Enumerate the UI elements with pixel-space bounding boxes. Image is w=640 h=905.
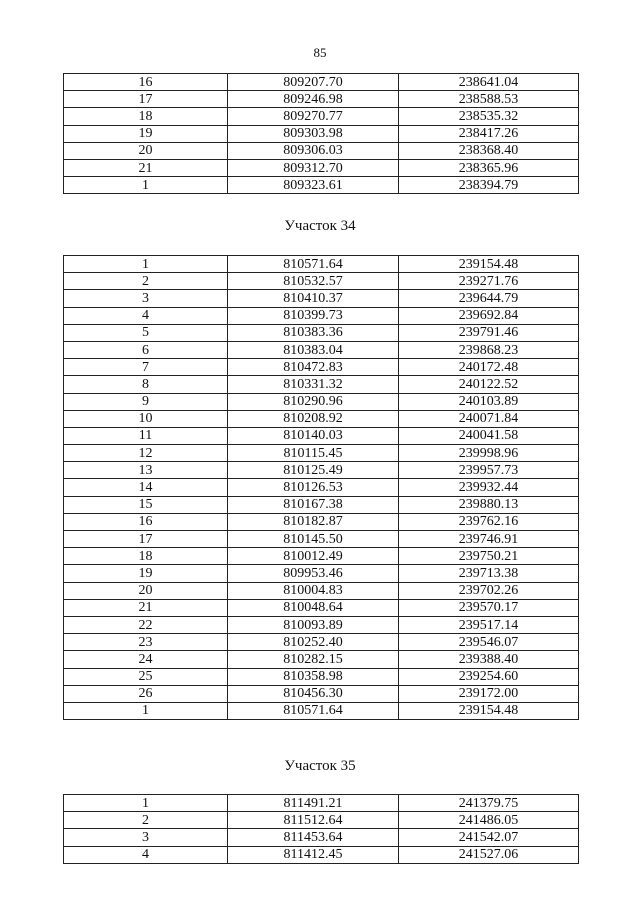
point-number-cell: 3 [64, 290, 228, 307]
point-number-cell: 1 [64, 702, 228, 719]
y-coordinate-cell: 239932.44 [399, 479, 579, 496]
x-coordinate-cell: 809323.61 [228, 177, 399, 194]
table-row [64, 74, 579, 91]
table-row [64, 393, 579, 410]
x-coordinate-cell: 810012.49 [228, 548, 399, 565]
point-number-cell: 21 [64, 599, 228, 616]
point-number-cell: 19 [64, 565, 228, 582]
table-row [64, 599, 579, 616]
table-row [64, 513, 579, 530]
x-coordinate-cell: 810358.98 [228, 668, 399, 685]
table-row [64, 324, 579, 341]
y-coordinate-cell: 239154.48 [399, 702, 579, 719]
y-coordinate-cell: 240041.58 [399, 427, 579, 444]
y-coordinate-cell: 241486.05 [399, 812, 579, 829]
point-number-cell: 25 [64, 668, 228, 685]
table-row [64, 125, 579, 142]
point-number-cell: 10 [64, 410, 228, 427]
section-title-plot-34: Участок 34 [284, 218, 356, 234]
x-coordinate-cell: 809953.46 [228, 565, 399, 582]
table-row [64, 634, 579, 651]
x-coordinate-cell: 810125.49 [228, 462, 399, 479]
coordinates-table-plot-34 [63, 255, 579, 720]
coordinates-table-continued [63, 73, 579, 194]
point-number-cell: 23 [64, 634, 228, 651]
x-coordinate-cell: 810115.45 [228, 445, 399, 462]
point-number-cell: 8 [64, 376, 228, 393]
y-coordinate-cell: 239517.14 [399, 616, 579, 633]
y-coordinate-cell: 239762.16 [399, 513, 579, 530]
table-row [64, 142, 579, 159]
x-coordinate-cell: 810571.64 [228, 256, 399, 273]
point-number-cell: 3 [64, 829, 228, 846]
y-coordinate-cell: 239880.13 [399, 496, 579, 513]
y-coordinate-cell: 238394.79 [399, 177, 579, 194]
x-coordinate-cell: 810282.15 [228, 651, 399, 668]
table-row [64, 462, 579, 479]
table-row [64, 427, 579, 444]
x-coordinate-cell: 810472.83 [228, 359, 399, 376]
y-coordinate-cell: 241527.06 [399, 846, 579, 863]
point-number-cell: 18 [64, 108, 228, 125]
y-coordinate-cell: 239713.38 [399, 565, 579, 582]
section-title-plot-35: Участок 35 [284, 758, 356, 774]
table-row [64, 702, 579, 719]
point-number-cell: 11 [64, 427, 228, 444]
x-coordinate-cell: 810126.53 [228, 479, 399, 496]
x-coordinate-cell: 809306.03 [228, 142, 399, 159]
x-coordinate-cell: 810004.83 [228, 582, 399, 599]
x-coordinate-cell: 809303.98 [228, 125, 399, 142]
point-number-cell: 20 [64, 142, 228, 159]
y-coordinate-cell: 238588.53 [399, 91, 579, 108]
point-number-cell: 22 [64, 616, 228, 633]
point-number-cell: 1 [64, 256, 228, 273]
y-coordinate-cell: 239746.91 [399, 531, 579, 548]
y-coordinate-cell: 240103.89 [399, 393, 579, 410]
point-number-cell: 16 [64, 513, 228, 530]
table-row [64, 829, 579, 846]
table-row [64, 616, 579, 633]
x-coordinate-cell: 809246.98 [228, 91, 399, 108]
table-row [64, 91, 579, 108]
coordinates-table-plot-35 [63, 794, 579, 864]
x-coordinate-cell: 809207.70 [228, 74, 399, 91]
x-coordinate-cell: 810410.37 [228, 290, 399, 307]
point-number-cell: 15 [64, 496, 228, 513]
x-coordinate-cell: 810290.96 [228, 393, 399, 410]
point-number-cell: 20 [64, 582, 228, 599]
x-coordinate-cell: 810383.04 [228, 341, 399, 358]
table-row [64, 177, 579, 194]
y-coordinate-cell: 239254.60 [399, 668, 579, 685]
x-coordinate-cell: 810048.64 [228, 599, 399, 616]
point-number-cell: 2 [64, 273, 228, 290]
point-number-cell: 1 [64, 177, 228, 194]
y-coordinate-cell: 238368.40 [399, 142, 579, 159]
table-row [64, 290, 579, 307]
x-coordinate-cell: 809312.70 [228, 159, 399, 176]
point-number-cell: 13 [64, 462, 228, 479]
table-row [64, 548, 579, 565]
table-row [64, 273, 579, 290]
y-coordinate-cell: 239570.17 [399, 599, 579, 616]
x-coordinate-cell: 810331.32 [228, 376, 399, 393]
table-row [64, 108, 579, 125]
table-row [64, 565, 579, 582]
x-coordinate-cell: 811453.64 [228, 829, 399, 846]
point-number-cell: 14 [64, 479, 228, 496]
point-number-cell: 17 [64, 91, 228, 108]
y-coordinate-cell: 240122.52 [399, 376, 579, 393]
table-row [64, 376, 579, 393]
x-coordinate-cell: 810399.73 [228, 307, 399, 324]
x-coordinate-cell: 810182.87 [228, 513, 399, 530]
y-coordinate-cell: 240071.84 [399, 410, 579, 427]
y-coordinate-cell: 239388.40 [399, 651, 579, 668]
x-coordinate-cell: 810093.89 [228, 616, 399, 633]
point-number-cell: 18 [64, 548, 228, 565]
x-coordinate-cell: 810532.57 [228, 273, 399, 290]
table-row [64, 359, 579, 376]
table-row [64, 410, 579, 427]
table-row [64, 795, 579, 812]
y-coordinate-cell: 239546.07 [399, 634, 579, 651]
x-coordinate-cell: 809270.77 [228, 108, 399, 125]
point-number-cell: 26 [64, 685, 228, 702]
x-coordinate-cell: 810252.40 [228, 634, 399, 651]
x-coordinate-cell: 810383.36 [228, 324, 399, 341]
point-number-cell: 1 [64, 795, 228, 812]
table-row [64, 159, 579, 176]
y-coordinate-cell: 240172.48 [399, 359, 579, 376]
table-row [64, 685, 579, 702]
table-row [64, 341, 579, 358]
table-row [64, 496, 579, 513]
table-row [64, 307, 579, 324]
table-row [64, 812, 579, 829]
point-number-cell: 21 [64, 159, 228, 176]
x-coordinate-cell: 810208.92 [228, 410, 399, 427]
point-number-cell: 17 [64, 531, 228, 548]
y-coordinate-cell: 241379.75 [399, 795, 579, 812]
table-row [64, 582, 579, 599]
y-coordinate-cell: 239998.96 [399, 445, 579, 462]
table-row [64, 668, 579, 685]
page-number: 85 [313, 45, 327, 60]
y-coordinate-cell: 238417.26 [399, 125, 579, 142]
point-number-cell: 19 [64, 125, 228, 142]
table-row [64, 531, 579, 548]
point-number-cell: 5 [64, 324, 228, 341]
x-coordinate-cell: 810145.50 [228, 531, 399, 548]
table-row [64, 479, 579, 496]
point-number-cell: 7 [64, 359, 228, 376]
y-coordinate-cell: 239644.79 [399, 290, 579, 307]
point-number-cell: 12 [64, 445, 228, 462]
y-coordinate-cell: 239750.21 [399, 548, 579, 565]
point-number-cell: 16 [64, 74, 228, 91]
y-coordinate-cell: 239154.48 [399, 256, 579, 273]
y-coordinate-cell: 239692.84 [399, 307, 579, 324]
x-coordinate-cell: 810456.30 [228, 685, 399, 702]
table-row [64, 651, 579, 668]
table-row [64, 445, 579, 462]
y-coordinate-cell: 239791.46 [399, 324, 579, 341]
x-coordinate-cell: 811512.64 [228, 812, 399, 829]
table-row [64, 846, 579, 863]
y-coordinate-cell: 238641.04 [399, 74, 579, 91]
point-number-cell: 9 [64, 393, 228, 410]
point-number-cell: 4 [64, 307, 228, 324]
y-coordinate-cell: 239172.00 [399, 685, 579, 702]
x-coordinate-cell: 811491.21 [228, 795, 399, 812]
y-coordinate-cell: 238535.32 [399, 108, 579, 125]
x-coordinate-cell: 811412.45 [228, 846, 399, 863]
point-number-cell: 4 [64, 846, 228, 863]
x-coordinate-cell: 810140.03 [228, 427, 399, 444]
y-coordinate-cell: 241542.07 [399, 829, 579, 846]
y-coordinate-cell: 239957.73 [399, 462, 579, 479]
x-coordinate-cell: 810167.38 [228, 496, 399, 513]
y-coordinate-cell: 239868.23 [399, 341, 579, 358]
point-number-cell: 2 [64, 812, 228, 829]
y-coordinate-cell: 239271.76 [399, 273, 579, 290]
table-row [64, 256, 579, 273]
y-coordinate-cell: 238365.96 [399, 159, 579, 176]
point-number-cell: 6 [64, 341, 228, 358]
x-coordinate-cell: 810571.64 [228, 702, 399, 719]
point-number-cell: 24 [64, 651, 228, 668]
y-coordinate-cell: 239702.26 [399, 582, 579, 599]
